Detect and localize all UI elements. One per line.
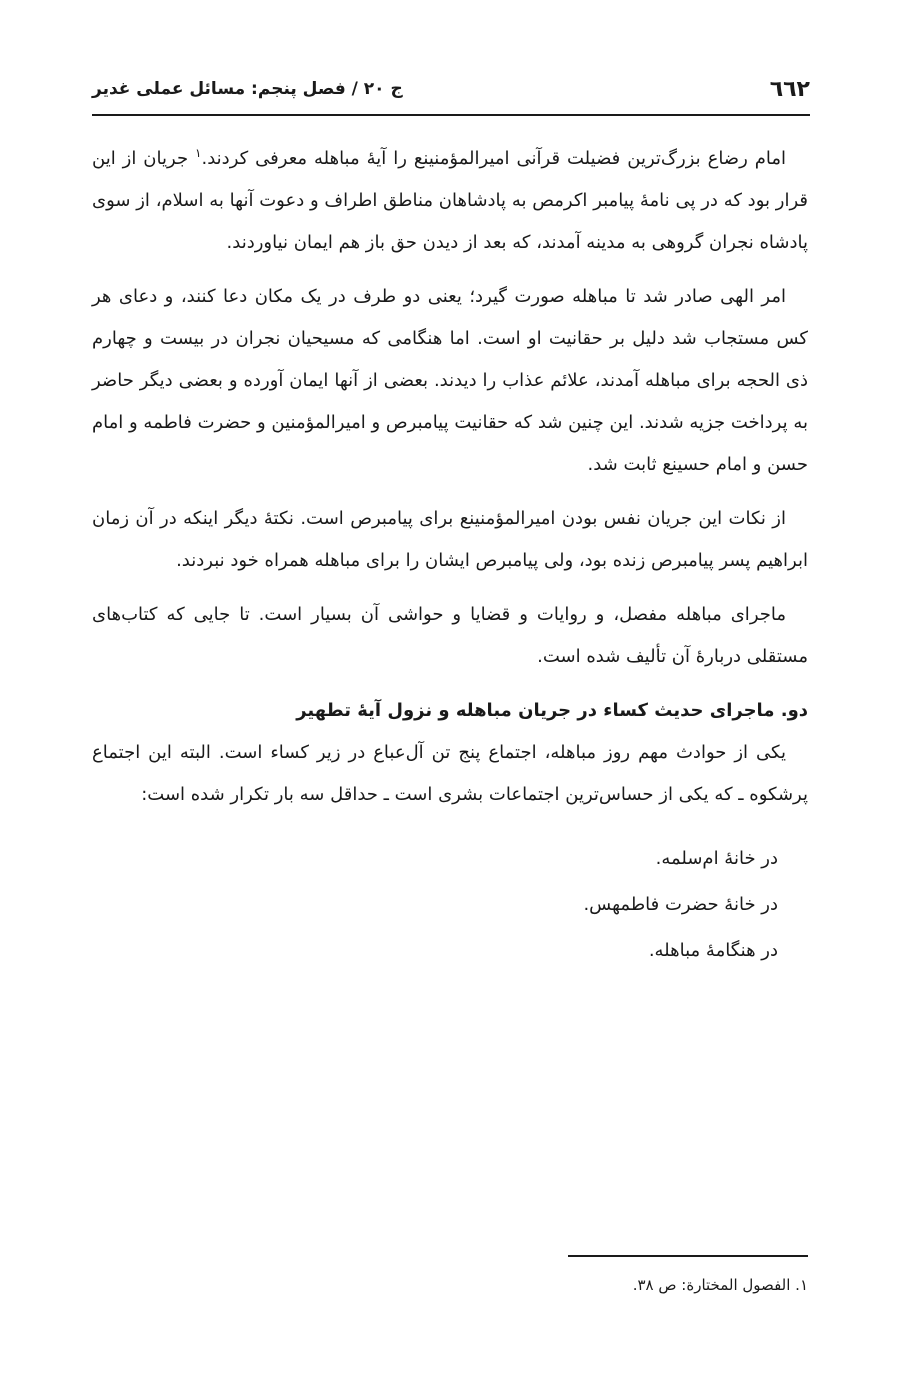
- paragraph-2: امر الهی صادر شد تا مباهله صورت گیرد؛ یعنی دو طرف در یک مکان دعا کنند، و دعای هر کس مستجاب شد دلیل بر حقانیت او است. اما هنگامی که مسیحیان نجران در بیست و چهارم ذی الحجه برای مباهله آمدند، علائم عذاب را دیدند. بعضی از آنها ایمان آورده و بعضی دیگر حاضر به پرداخت جزیه شدند. این چنین شد که حقانیت پیامبرص و امیرالمؤمنین و حضرت فاطمه و امام حسن و امام حسینع ثابت شد.: [92, 286, 808, 475]
- page-header: [92, 64, 810, 116]
- list-item: در خانهٔ حضرت فاطمهس.: [583, 894, 778, 915]
- footnote: ١. الفصول المختارة: ص ٣٨.: [632, 1276, 808, 1294]
- occasion-list: [92, 836, 808, 974]
- page-body: [92, 138, 808, 974]
- footnote-divider: [568, 1255, 808, 1257]
- paragraph-3: از نکات این جریان نفس بودن امیرالمؤمنینع برای پیامبرص است. نکتهٔ دیگر اینکه در آن زمان ابراهیم پسر پیامبرص زنده بود، ولی پیامبرص ایشان را برای مباهله همراه خود نبردند.: [92, 508, 808, 571]
- section-paragraph: یکی از حوادث مهم روز مباهله، اجتماع پنج تن آل‌عباع در زیر کساء است. البته این اجتماع پرشکوه ـ که یکی از حساس‌ترین اجتماعات بشری است ـ حداقل سه بار تکرار شده است:: [92, 742, 808, 805]
- footnote-reference: ١: [195, 146, 202, 160]
- section-heading: دو. ماجرای حدیث کساء در جریان مباهله و نزول آیهٔ تطهیر: [296, 700, 808, 721]
- list-item: در هنگامهٔ مباهله.: [648, 940, 778, 961]
- list-item: در خانهٔ ام‌سلمه.: [655, 848, 778, 869]
- page-number: ٦٦٢: [769, 76, 810, 102]
- paragraph-1-text-end: جریان از این قرار بود که در پی نامهٔ پیامبر اکرمص به پادشاهان مناطق اطراف و دعوت آنها به اسلام، از سوی پادشاه نجران گروهی به مدینه آمدند، که بعد از دیدن حق باز هم ایمان نیاوردند.: [92, 148, 808, 253]
- paragraph-1: [92, 138, 808, 264]
- paragraph-4: ماجرای مباهله مفصل، و روایات و قضایا و حواشی آن بسیار است. تا جایی که کتاب‌های مستقلی دربارهٔ آن تألیف شده است.: [92, 604, 808, 667]
- paragraph-1-text-start: امام رضاع بزرگ‌ترین فضیلت قرآنی امیرالمؤمنینع را آیهٔ مباهله معرفی کردند.: [201, 148, 787, 169]
- running-title: ج ۲۰ / فصل پنجم: مسائل عملی غدیر: [92, 79, 403, 99]
